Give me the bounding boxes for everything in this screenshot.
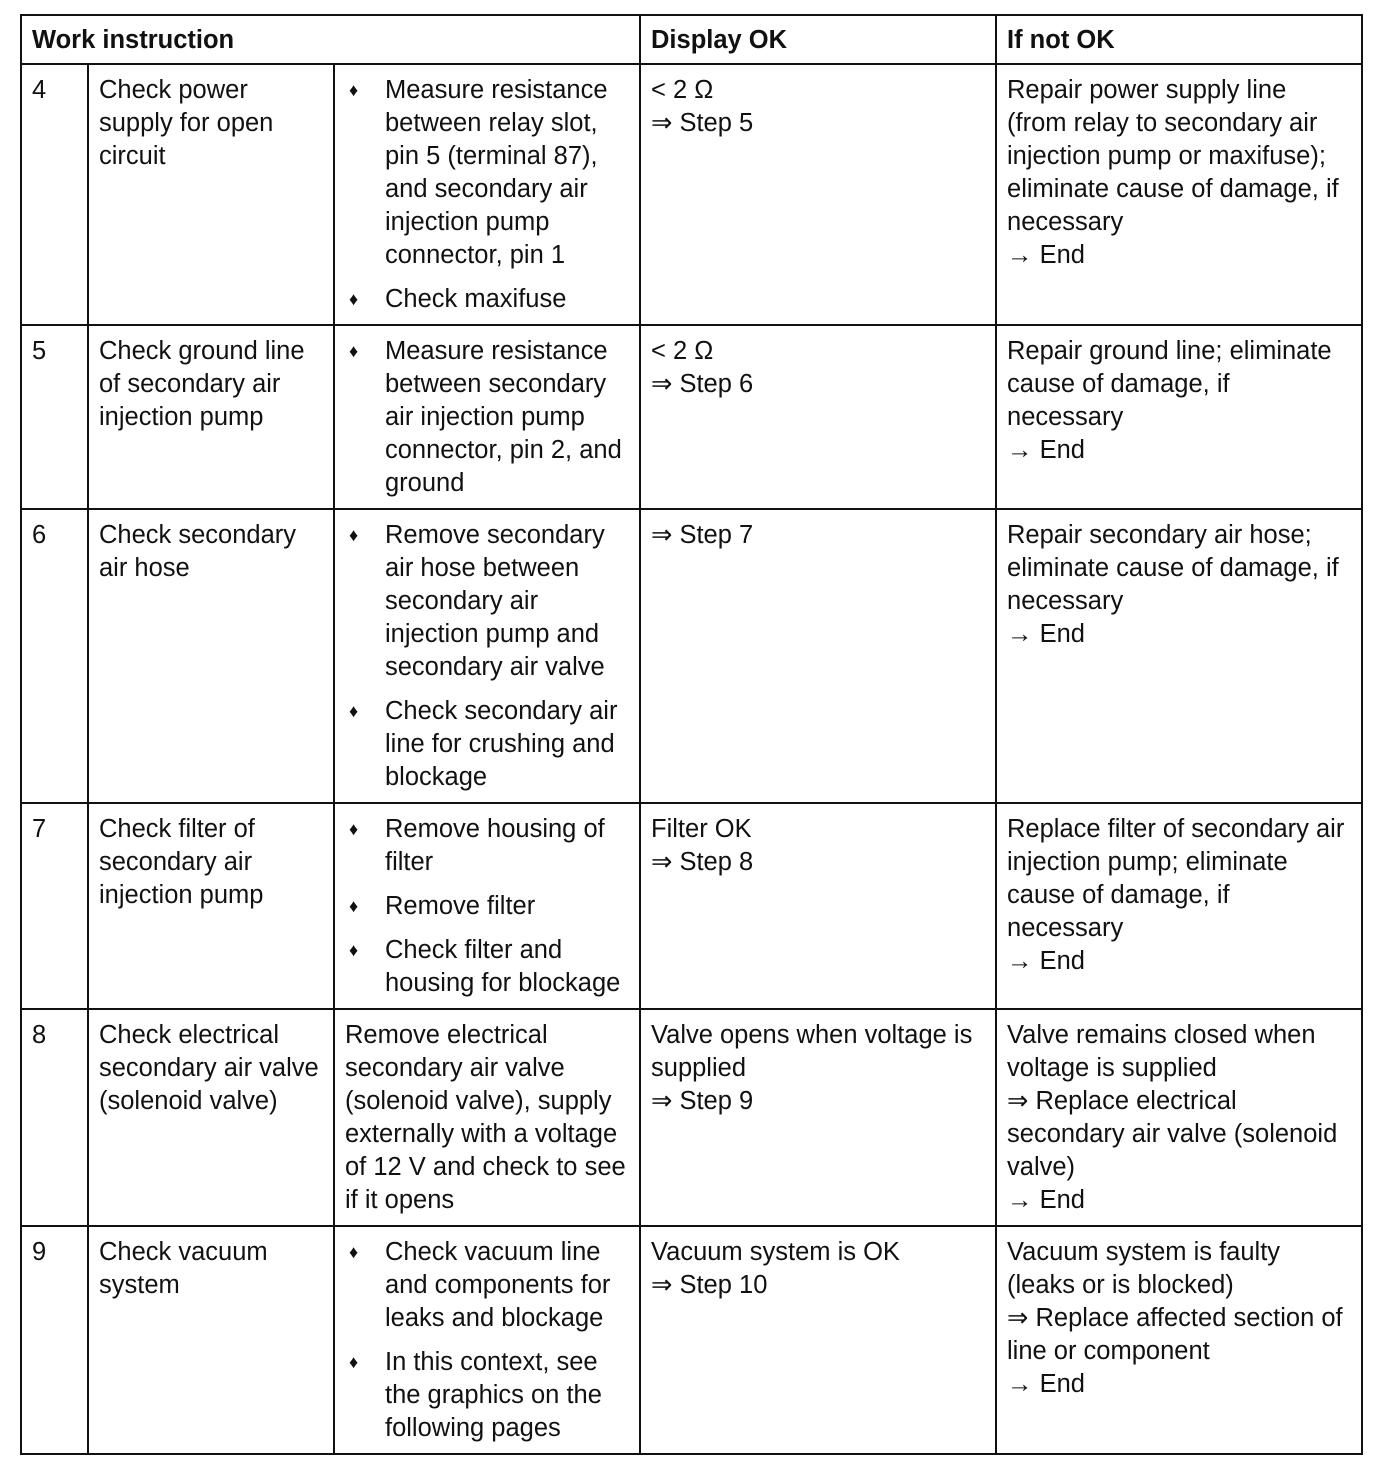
diamond-bullet-icon: ♦ bbox=[349, 341, 359, 361]
diamond-bullet-icon: ♦ bbox=[349, 289, 359, 309]
if-not-ok-text: Valve remains closed when voltage is supplied bbox=[1007, 1021, 1316, 1082]
display-ok-next-step: ⇒ Step 10 bbox=[651, 1271, 768, 1299]
action-text: Remove filter bbox=[385, 892, 536, 920]
display-ok-next-step: ⇒ Step 9 bbox=[651, 1087, 754, 1115]
header-work-instruction: Work instruction bbox=[21, 15, 640, 64]
action-text: Check vacuum line and components for leaks and blockage bbox=[385, 1238, 611, 1332]
action-list bbox=[345, 813, 629, 1000]
step-number: 5 bbox=[21, 325, 88, 509]
check-description: Check power supply for open circuit bbox=[88, 64, 334, 325]
display-ok-value: < 2 Ω bbox=[651, 337, 714, 365]
display-ok-next-step: ⇒ Step 6 bbox=[651, 370, 754, 398]
display-ok-next-step: ⇒ Step 8 bbox=[651, 848, 754, 876]
action-text: Measure resistance between relay slot, pin 5 (terminal 87), and secondary air injection pump connector, pin 1 bbox=[385, 76, 608, 269]
action-list-cell bbox=[334, 64, 640, 325]
list-item bbox=[345, 74, 629, 272]
display-ok-value: Filter OK bbox=[651, 815, 752, 843]
table-row bbox=[21, 509, 1362, 803]
action-list bbox=[345, 519, 629, 794]
table-row bbox=[21, 64, 1362, 325]
if-not-ok-cell bbox=[996, 1009, 1362, 1226]
step-number: 4 bbox=[21, 64, 88, 325]
list-item bbox=[345, 335, 629, 500]
if-not-ok-end: → End bbox=[1007, 1186, 1085, 1214]
if-not-ok-end: → End bbox=[1007, 241, 1085, 269]
list-item bbox=[345, 890, 629, 923]
check-description: Check secondary air hose bbox=[88, 509, 334, 803]
display-ok-cell bbox=[640, 803, 996, 1009]
if-not-ok-cell bbox=[996, 1226, 1362, 1454]
if-not-ok-action: ⇒ Replace affected section of line or component bbox=[1007, 1304, 1343, 1365]
work-instruction-table bbox=[20, 14, 1363, 1455]
action-text: Check secondary air line for crushing and blockage bbox=[385, 697, 618, 791]
list-item bbox=[345, 283, 629, 316]
if-not-ok-text: Repair power supply line (from relay to secondary air injection pump or maxifuse); eliminate cause of damage, if necessary bbox=[1007, 76, 1339, 236]
header-display-ok: Display OK bbox=[640, 15, 996, 64]
action-text: Check maxifuse bbox=[385, 285, 567, 313]
if-not-ok-end: → End bbox=[1007, 947, 1085, 975]
action-text: Remove secondary air hose between secondary air injection pump and secondary air valve bbox=[385, 521, 605, 681]
display-ok-next-step: ⇒ Step 7 bbox=[651, 521, 754, 549]
table-row bbox=[21, 325, 1362, 509]
list-item bbox=[345, 695, 629, 794]
list-item bbox=[345, 1236, 629, 1335]
if-not-ok-end: → End bbox=[1007, 620, 1085, 648]
action-text: Measure resistance between secondary air injection pump connector, pin 2, and ground bbox=[385, 337, 622, 497]
header-if-not-ok: If not OK bbox=[996, 15, 1362, 64]
if-not-ok-text: Repair secondary air hose; eliminate cause of damage, if necessary bbox=[1007, 521, 1339, 615]
if-not-ok-cell bbox=[996, 509, 1362, 803]
diamond-bullet-icon: ♦ bbox=[349, 896, 359, 916]
display-ok-value: Vacuum system is OK bbox=[651, 1238, 900, 1266]
display-ok-next-step: ⇒ Step 5 bbox=[651, 109, 754, 137]
action-list-cell bbox=[334, 1226, 640, 1454]
if-not-ok-cell bbox=[996, 325, 1362, 509]
display-ok-cell bbox=[640, 1226, 996, 1454]
action-list bbox=[345, 74, 629, 316]
table-row bbox=[21, 1226, 1362, 1454]
action-text: Check filter and housing for blockage bbox=[385, 936, 621, 997]
if-not-ok-cell bbox=[996, 803, 1362, 1009]
list-item bbox=[345, 1346, 629, 1445]
if-not-ok-action: ⇒ Replace electrical secondary air valve (solenoid valve) bbox=[1007, 1087, 1338, 1181]
action-text: In this context, see the graphics on the following pages bbox=[385, 1348, 602, 1442]
action-list-cell bbox=[334, 803, 640, 1009]
display-ok-value: < 2 Ω bbox=[651, 76, 714, 104]
if-not-ok-text: Replace filter of secondary air injection pump; eliminate cause of damage, if necessary bbox=[1007, 815, 1345, 942]
display-ok-cell bbox=[640, 509, 996, 803]
if-not-ok-end: → End bbox=[1007, 436, 1085, 464]
if-not-ok-cell bbox=[996, 64, 1362, 325]
diamond-bullet-icon: ♦ bbox=[349, 525, 359, 545]
check-description: Check filter of secondary air injection pump bbox=[88, 803, 334, 1009]
action-list-cell bbox=[334, 509, 640, 803]
step-number: 8 bbox=[21, 1009, 88, 1226]
table-row bbox=[21, 1009, 1362, 1226]
diamond-bullet-icon: ♦ bbox=[349, 819, 359, 839]
display-ok-cell bbox=[640, 1009, 996, 1226]
diamond-bullet-icon: ♦ bbox=[349, 940, 359, 960]
diamond-bullet-icon: ♦ bbox=[349, 1242, 359, 1262]
table-row bbox=[21, 803, 1362, 1009]
step-number: 7 bbox=[21, 803, 88, 1009]
step-number: 9 bbox=[21, 1226, 88, 1454]
step-number: 6 bbox=[21, 509, 88, 803]
diamond-bullet-icon: ♦ bbox=[349, 701, 359, 721]
action-list bbox=[345, 335, 629, 500]
if-not-ok-text: Vacuum system is faulty (leaks or is blocked) bbox=[1007, 1238, 1281, 1299]
display-ok-cell bbox=[640, 64, 996, 325]
display-ok-cell bbox=[640, 325, 996, 509]
if-not-ok-text: Repair ground line; eliminate cause of damage, if necessary bbox=[1007, 337, 1332, 431]
diamond-bullet-icon: ♦ bbox=[349, 80, 359, 100]
action-text-cell: Remove electrical secondary air valve (solenoid valve), supply externally with a voltage of 12 V and check to see if it opens bbox=[334, 1009, 640, 1226]
list-item bbox=[345, 934, 629, 1000]
list-item bbox=[345, 519, 629, 684]
check-description: Check ground line of secondary air injection pump bbox=[88, 325, 334, 509]
display-ok-value: Valve opens when voltage is supplied bbox=[651, 1021, 973, 1082]
check-description: Check electrical secondary air valve (solenoid valve) bbox=[88, 1009, 334, 1226]
action-list bbox=[345, 1236, 629, 1445]
action-text: Remove housing of filter bbox=[385, 815, 605, 876]
table-header-row bbox=[21, 15, 1362, 64]
list-item bbox=[345, 813, 629, 879]
check-description: Check vacuum system bbox=[88, 1226, 334, 1454]
if-not-ok-end: → End bbox=[1007, 1370, 1085, 1398]
diamond-bullet-icon: ♦ bbox=[349, 1352, 359, 1372]
action-list-cell bbox=[334, 325, 640, 509]
